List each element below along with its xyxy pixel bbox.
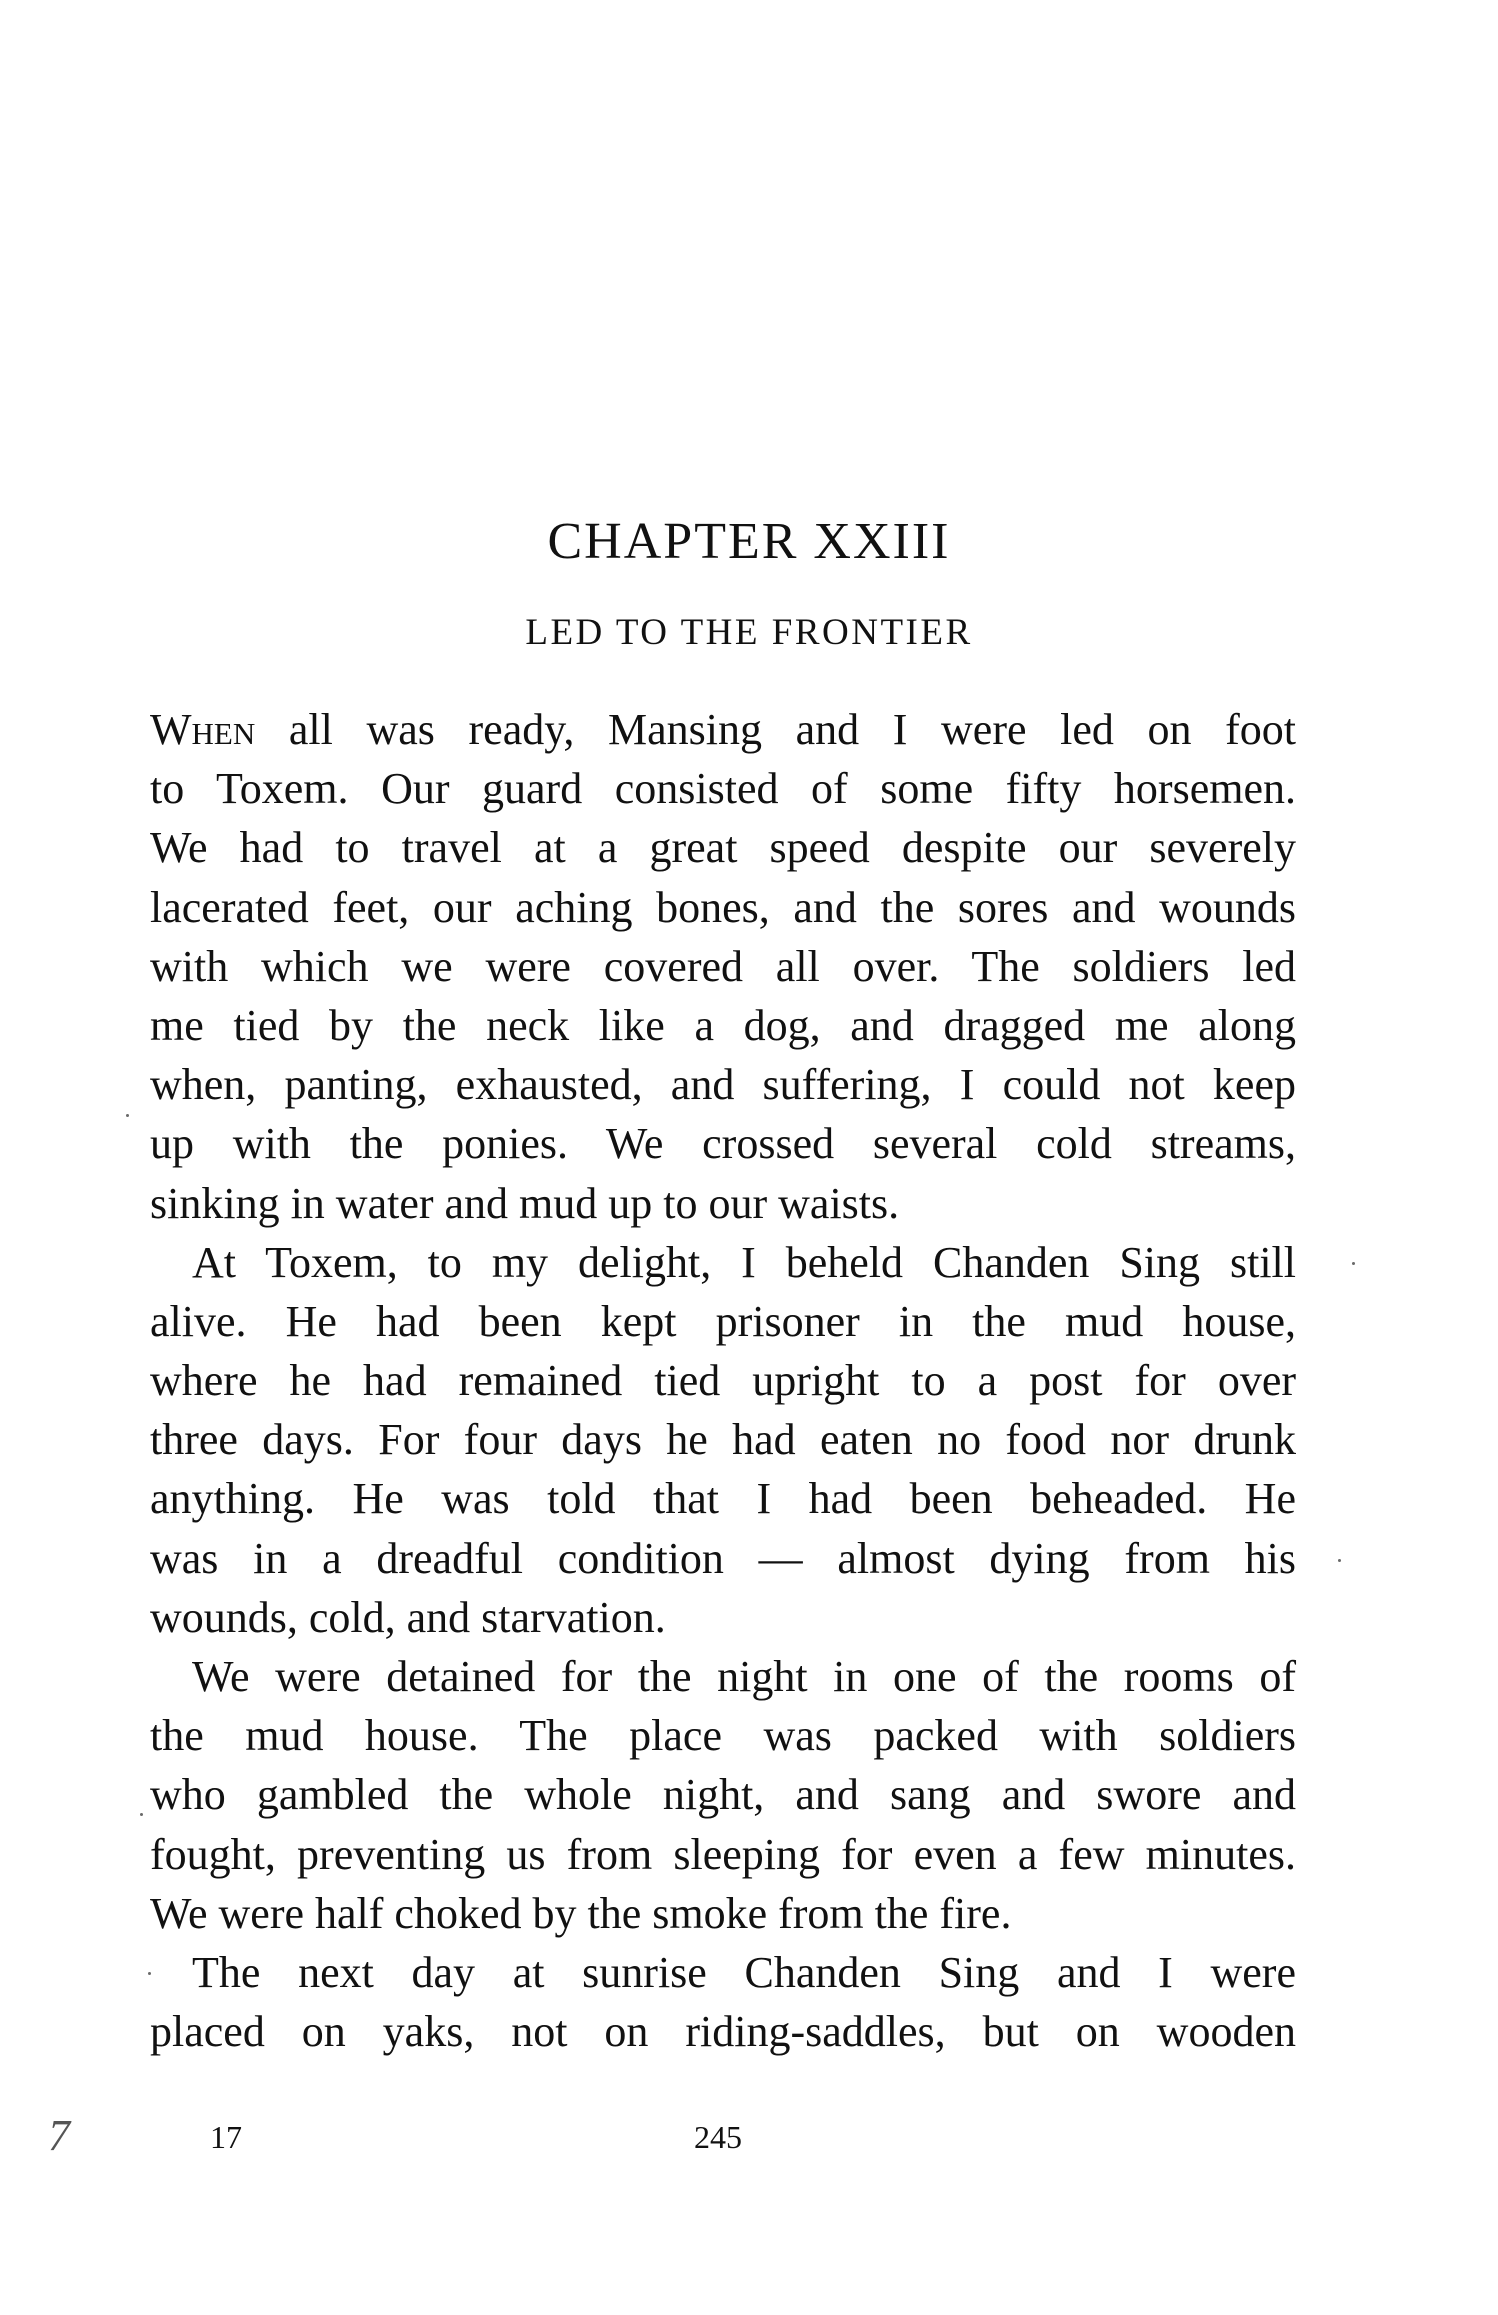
- text-line-content: three days. For four days he had eaten no food nor drunk: [150, 1415, 1296, 1465]
- text-line-content: placed on yaks, not on riding-saddles, but on wooden: [150, 2007, 1296, 2057]
- text-line: [150, 1647, 1296, 1706]
- paper-speck: [148, 1972, 151, 1975]
- text-line: [150, 1174, 1296, 1233]
- text-line-content: wounds, cold, and starvation.: [150, 1592, 666, 1642]
- text-line: [150, 1292, 1296, 1351]
- text-line: [150, 1055, 1296, 1114]
- text-line-content: alive. He had been kept prisoner in the mud house,: [150, 1296, 1296, 1346]
- text-line-content: me tied by the neck like a dog, and dragged me along: [150, 1000, 1296, 1050]
- paper-speck: [1352, 1262, 1355, 1265]
- text-line: [150, 937, 1296, 996]
- text-line: [150, 1825, 1296, 1884]
- paper-speck: [1338, 1559, 1341, 1562]
- text-line-content: We had to travel at a great speed despite our severely: [150, 823, 1296, 873]
- text-line: [150, 759, 1296, 818]
- text-line: [150, 1410, 1296, 1469]
- text-line: [150, 818, 1296, 877]
- text-line-content: sinking in water and mud up to our waists.: [150, 1178, 900, 1228]
- text-line: [150, 1351, 1296, 1410]
- text-line: [150, 1884, 1296, 1943]
- text-line-content: At Toxem, to my delight, I beheld Chanden Sing still: [192, 1237, 1296, 1287]
- text-line: [150, 1943, 1296, 2002]
- text-line: [150, 1114, 1296, 1173]
- page-footer: [0, 2117, 1498, 2157]
- page-number: 245: [694, 2119, 742, 2155]
- text-line-content: the mud house. The place was packed with soldiers: [150, 1711, 1296, 1761]
- text-line: [150, 1469, 1296, 1528]
- chapter-heading: CHAPTER XXIII: [547, 513, 951, 570]
- text-line-content: fought, preventing us from sleeping for even a few minutes.: [150, 1829, 1296, 1879]
- signature-mark: 17: [210, 2119, 242, 2155]
- text-line-content: up with the ponies. We crossed several cold streams,: [150, 1119, 1296, 1169]
- text-line: [150, 1588, 1296, 1647]
- text-line-content: anything. He was told that I had been beheaded. He: [150, 1474, 1296, 1524]
- text-line-content: was in a dreadful condition — almost dying from his: [150, 1533, 1296, 1583]
- text-line-content: The next day at sunrise Chanden Sing and I were: [192, 1947, 1296, 1997]
- text-line: [150, 1233, 1296, 1292]
- text-line-content: where he had remained tied upright to a post for over: [150, 1356, 1296, 1406]
- margin-pencil-mark: 7: [48, 2111, 70, 2160]
- text-line: [150, 878, 1296, 937]
- text-line-content: We were half choked by the smoke from the fire.: [150, 1888, 1012, 1938]
- text-line-content: We were detained for the night in one of the rooms of: [192, 1652, 1296, 1701]
- text-line-content: to Toxem. Our guard consisted of some fifty horsemen.: [150, 764, 1296, 814]
- paper-speck: [126, 1114, 129, 1117]
- text-line-content: all was ready, Mansing and I were led on foot: [255, 705, 1296, 754]
- text-line: [150, 1706, 1296, 1765]
- text-line-content: when, panting, exhausted, and suffering, I could not keep: [150, 1060, 1296, 1110]
- text-line: [150, 700, 1296, 759]
- text-line: [150, 996, 1296, 1055]
- text-line-content: with which we were covered all over. The soldiers led: [150, 941, 1296, 991]
- chapter-subtitle: LED TO THE FRONTIER: [525, 612, 973, 653]
- text-line-content: who gambled the whole night, and sang and swore and: [150, 1770, 1296, 1820]
- body-text: [150, 700, 1296, 2061]
- text-line-content: lacerated feet, our aching bones, and the sores and wounds: [150, 882, 1296, 932]
- text-line: [150, 1765, 1296, 1824]
- drop-word-small-caps: When: [150, 705, 256, 754]
- text-line: [150, 1529, 1296, 1588]
- paper-speck: [140, 1813, 143, 1816]
- text-line: [150, 2002, 1296, 2061]
